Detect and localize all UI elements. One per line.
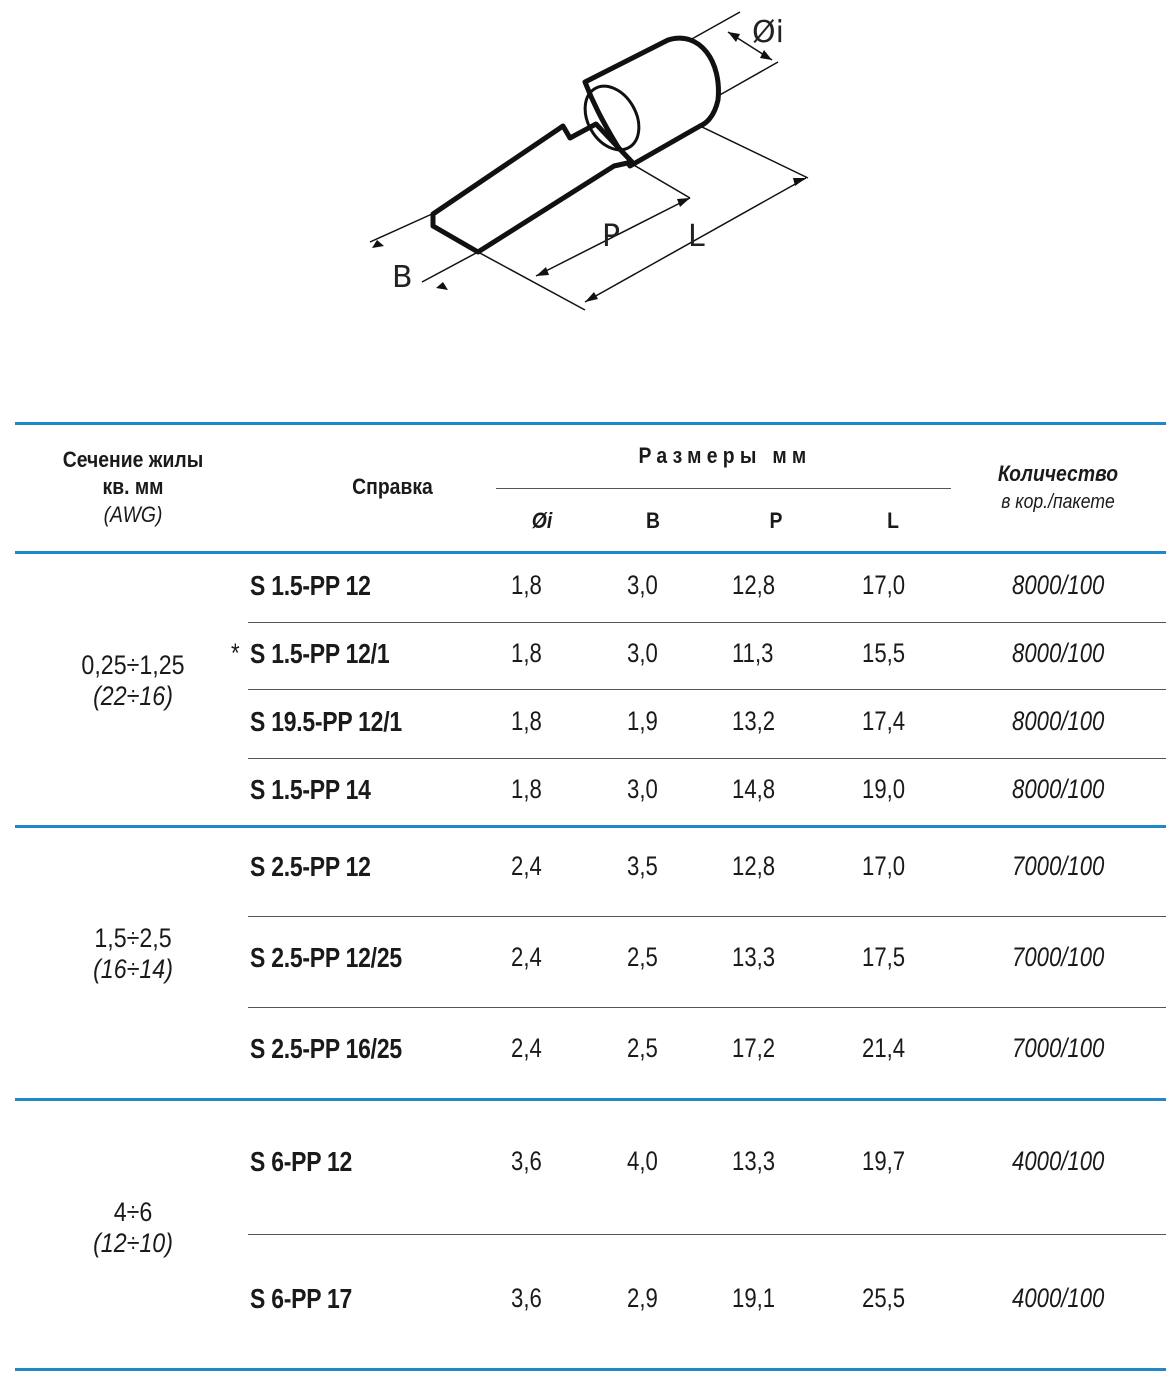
p-label: P	[602, 219, 621, 254]
b-label: B	[392, 260, 413, 295]
l-cell: 17,0	[862, 851, 906, 881]
b-cell: 2,9	[627, 1283, 658, 1313]
table-top-rule	[15, 422, 1166, 425]
row-divider	[248, 689, 1166, 690]
col-header-diameter: Øi	[531, 508, 553, 533]
quantity-cell: 7000/100	[1012, 942, 1105, 972]
p-cell: 13,3	[732, 1146, 776, 1176]
diameter-cell: 1,8	[511, 774, 542, 804]
l-cell: 21,4	[862, 1033, 906, 1063]
p-cell: 12,8	[732, 851, 776, 881]
l-cell: 17,5	[862, 942, 906, 972]
b-cell: 3,5	[627, 851, 658, 881]
l-cell: 25,5	[862, 1283, 906, 1313]
row-divider	[248, 622, 1166, 623]
reference-cell: S 2.5-PP 12	[250, 851, 371, 882]
quantity-cell: 4000/100	[1012, 1146, 1105, 1176]
b-cell: 2,5	[627, 942, 658, 972]
section-value: 1,5÷2,5	[94, 923, 172, 953]
diameter-cell: 2,4	[511, 942, 542, 972]
header-bottom-rule	[15, 551, 1166, 554]
quantity-cell: 4000/100	[1012, 1283, 1105, 1313]
row-divider	[248, 758, 1166, 759]
b-cell: 4,0	[627, 1146, 658, 1176]
reference-cell: S 2.5-PP 12/25	[250, 942, 402, 973]
group-section-3	[30, 1197, 236, 1259]
b-cell: 3,0	[627, 570, 658, 600]
quantity-cell: 7000/100	[1012, 1033, 1105, 1063]
p-cell: 11,3	[732, 638, 774, 668]
section-header-line3: (AWG)	[103, 502, 163, 527]
quantity-cell: 8000/100	[1012, 638, 1105, 668]
quantity-cell: 8000/100	[1012, 774, 1105, 804]
reference-cell: S 6-PP 17	[250, 1283, 353, 1314]
l-cell: 19,7	[862, 1146, 906, 1176]
diameter-cell: 3,6	[511, 1146, 542, 1176]
p-cell: 14,8	[732, 774, 776, 804]
diameter-cell: 1,8	[511, 706, 542, 736]
p-cell: 17,2	[732, 1033, 776, 1063]
reference-cell: S 2.5-PP 16/25	[250, 1033, 402, 1064]
p-cell: 12,8	[732, 570, 776, 600]
awg-value: (16÷14)	[93, 954, 173, 984]
p-cell: 13,2	[732, 706, 776, 736]
section-value: 0,25÷1,25	[81, 650, 185, 680]
p-cell: 19,1	[732, 1283, 776, 1313]
col-header-p: P	[769, 508, 783, 533]
reference-cell: S 1.5-PP 14	[250, 774, 371, 805]
b-cell: 3,0	[627, 774, 658, 804]
section-value: 4÷6	[113, 1197, 153, 1227]
row-divider	[248, 1234, 1166, 1235]
b-cell: 2,5	[627, 1033, 658, 1063]
row-divider	[248, 1007, 1166, 1008]
diameter-cell: 1,8	[511, 638, 542, 668]
col-header-l: L	[887, 508, 899, 533]
group-rule	[15, 825, 1166, 828]
quantity-header: Количество	[997, 461, 1119, 486]
reference-cell: S 1.5-PP 12/1	[250, 638, 390, 669]
row-divider	[248, 916, 1166, 917]
l-cell: 17,4	[862, 706, 906, 736]
diameter-label: Øi	[752, 15, 784, 50]
section-header-line1: Сечение жилы	[62, 447, 204, 472]
group-rule	[15, 1098, 1166, 1101]
group-section-1	[30, 650, 236, 712]
quantity-subheader: в кор./пакете	[1001, 491, 1115, 513]
p-cell: 13,3	[732, 942, 776, 972]
row-mark: *	[231, 638, 240, 668]
pin-terminal-drawing	[0, 0, 1176, 330]
diameter-cell: 2,4	[511, 851, 542, 881]
section-header-line2: кв. мм	[102, 474, 164, 499]
reference-header: Справка	[352, 474, 433, 499]
table-bottom-rule	[15, 1368, 1166, 1371]
quantity-cell: 8000/100	[1012, 570, 1105, 600]
diameter-cell: 2,4	[511, 1033, 542, 1063]
awg-value: (22÷16)	[93, 681, 173, 711]
diameter-cell: 3,6	[511, 1283, 542, 1313]
col-header-b: B	[646, 508, 660, 533]
l-cell: 17,0	[862, 570, 906, 600]
l-cell: 19,0	[862, 774, 906, 804]
b-cell: 3,0	[627, 638, 658, 668]
reference-cell: S 6-PP 12	[250, 1146, 353, 1177]
b-cell: 1,9	[627, 706, 658, 736]
group-section-2	[30, 923, 236, 985]
l-cell: 15,5	[862, 638, 906, 668]
quantity-cell: 7000/100	[1012, 851, 1105, 881]
l-label: L	[688, 219, 705, 254]
reference-cell: S 1.5-PP 12	[250, 570, 371, 601]
quantity-cell: 8000/100	[1012, 706, 1105, 736]
dimensions-underline	[496, 488, 951, 489]
diameter-cell: 1,8	[511, 570, 542, 600]
awg-value: (12÷10)	[93, 1228, 173, 1258]
dimensions-header: Размеры мм	[638, 443, 812, 468]
reference-cell: S 19.5-PP 12/1	[250, 706, 402, 737]
section-header	[45, 444, 221, 530]
